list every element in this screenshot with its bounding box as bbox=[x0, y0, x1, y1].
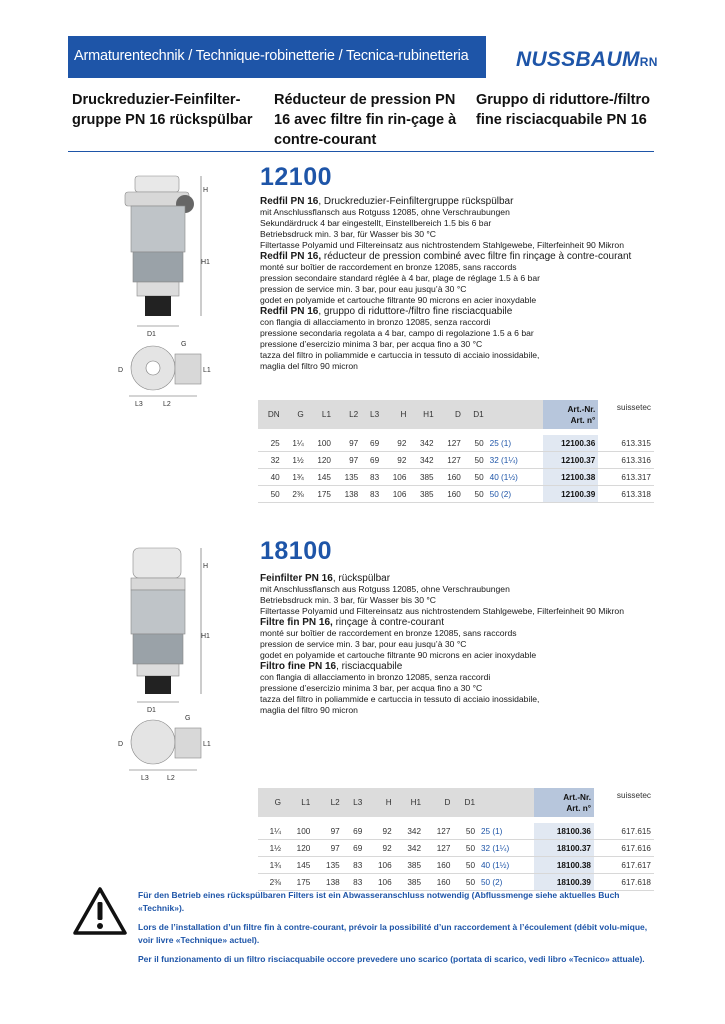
dim-label-l1: L1 bbox=[203, 741, 211, 748]
desc-line: monté sur boîtier de raccordement en bronze 12085, sans raccords bbox=[260, 628, 517, 638]
table-cell: 92 bbox=[382, 435, 409, 452]
table-cell: 50 bbox=[464, 486, 487, 503]
table-cell: 106 bbox=[382, 469, 409, 486]
col-header bbox=[478, 788, 534, 817]
block-name: Redfil PN 16, bbox=[260, 251, 322, 262]
col-header-art: Art.-Nr. Art. n° bbox=[534, 788, 594, 817]
brand-logo bbox=[516, 48, 658, 72]
block-name: Feinfilter PN 16 bbox=[260, 573, 333, 584]
table-cell: 120 bbox=[307, 452, 334, 469]
table-cell: 160 bbox=[437, 469, 464, 486]
table-cell: 613.318 bbox=[598, 486, 654, 503]
product-image-12100 bbox=[115, 168, 215, 413]
dim-label-h1: H1 bbox=[201, 633, 210, 640]
product-description-18100 bbox=[260, 573, 660, 716]
col-header: H1 bbox=[395, 788, 424, 817]
table-cell: 12100.39 bbox=[543, 486, 599, 503]
table-cell: 617.618 bbox=[594, 874, 654, 891]
table-cell: 40 bbox=[258, 469, 283, 486]
notice-line-fr: Lors de l’installation d’un filtre fin à contre-courant, prévoir la possibilité d’un raccordement à l’écoulement (débit volu-mique, voir livre «Technique» actuel). bbox=[138, 922, 648, 945]
table-cell: 1¼ bbox=[258, 823, 284, 840]
notice-line-it: Per il funzionamento di un filtro risciacquabile occore prevedere uno scarico (portata di scarico, vedi libro «Tecnico» attuale). bbox=[138, 954, 645, 964]
product-number: 12100 bbox=[260, 163, 333, 191]
desc-line: maglia del filtro 90 micron bbox=[260, 361, 358, 371]
table-cell: 50 bbox=[258, 486, 283, 503]
table-cell: 342 bbox=[409, 452, 436, 469]
table-cell: 127 bbox=[424, 840, 453, 857]
table-cell: 175 bbox=[307, 486, 334, 503]
title-it: Gruppo di riduttore-/filtro fine risciacquabile PN 16 bbox=[476, 92, 650, 128]
col-header: D1 bbox=[464, 400, 487, 429]
table-cell: 175 bbox=[284, 874, 313, 891]
dim-label-d: D bbox=[118, 741, 124, 748]
table-cell: 92 bbox=[365, 840, 394, 857]
dim-label-l2: L2 bbox=[163, 401, 171, 408]
notice-line-de: Für den Betrieb eines rückspülbaren Filters ist ein Abwasseranschluss notwendig (Abflussmenge siehe aktuelles Buch «Technik»). bbox=[138, 890, 620, 913]
table-cell: 69 bbox=[343, 823, 366, 840]
dim-label-l2: L2 bbox=[167, 775, 175, 782]
col-header: L2 bbox=[334, 400, 361, 429]
title-de: Druckreduzier-Feinfilter-gruppe PN 16 rückspülbar bbox=[72, 92, 253, 128]
block-name: Filtro fine PN 16 bbox=[260, 661, 337, 672]
dim-label-l1: L1 bbox=[203, 367, 211, 374]
product-number: 18100 bbox=[260, 537, 333, 565]
col-header: D1 bbox=[453, 788, 478, 817]
table-cell: 145 bbox=[284, 857, 313, 874]
table-cell: 1¾ bbox=[283, 469, 307, 486]
table-cell: 145 bbox=[307, 469, 334, 486]
col-header: D bbox=[424, 788, 453, 817]
col-header: H1 bbox=[409, 400, 436, 429]
block-name: Redfil PN 16 bbox=[260, 306, 319, 317]
table-cell: 617.617 bbox=[594, 857, 654, 874]
dim-label-d1: D1 bbox=[147, 331, 156, 338]
block-suffix: , gruppo di riduttore-/filtro fine risciacquabile bbox=[318, 306, 513, 317]
table-cell: 613.316 bbox=[598, 452, 654, 469]
table-cell: 342 bbox=[395, 823, 424, 840]
table-cell: 135 bbox=[313, 857, 342, 874]
dim-label-h: H bbox=[203, 187, 209, 194]
table-cell: 2⅜ bbox=[258, 874, 284, 891]
spec-table-12100 bbox=[258, 400, 654, 503]
desc-line: monté sur boîtier de raccordement en bronze 12085, sans raccords bbox=[260, 262, 517, 272]
table-cell: 69 bbox=[343, 840, 366, 857]
table-cell: 385 bbox=[409, 486, 436, 503]
table-cell: 160 bbox=[424, 874, 453, 891]
table-cell: 92 bbox=[382, 452, 409, 469]
table-cell: 18100.37 bbox=[534, 840, 594, 857]
block-suffix: , Druckreduzier-Feinfiltergruppe rückspülbar bbox=[318, 196, 514, 207]
desc-line: pressione secondaria regolata a 4 bar, campo di regolazione 1.5 a 6 bar bbox=[260, 328, 534, 338]
table-cell: 120 bbox=[284, 840, 313, 857]
col-header: L1 bbox=[307, 400, 334, 429]
table-cell: 1¼ bbox=[283, 435, 307, 452]
table-cell: 50 bbox=[453, 823, 478, 840]
desc-line: mit Anschlussflansch aus Rotguss 12085, ohne Verschraubungen bbox=[260, 207, 510, 217]
dim-label-d: D bbox=[118, 367, 124, 374]
logo-suffix: RN bbox=[639, 55, 658, 69]
table-cell: 69 bbox=[361, 435, 382, 452]
table-cell: 1½ bbox=[258, 840, 284, 857]
header-bar bbox=[68, 36, 486, 78]
table-cell: 83 bbox=[361, 469, 382, 486]
table-row bbox=[258, 469, 654, 486]
table-cell: 40 (1½) bbox=[487, 469, 543, 486]
table-cell: 25 bbox=[258, 435, 283, 452]
table-cell: 385 bbox=[395, 874, 424, 891]
table-cell: 106 bbox=[382, 486, 409, 503]
spec-table-18100 bbox=[258, 788, 654, 891]
table-row bbox=[258, 486, 654, 503]
table-cell: 1½ bbox=[283, 452, 307, 469]
desc-line: Sekundärdruck 4 bar eingestellt, Einstellbereich 1.5 bis 6 bar bbox=[260, 218, 492, 228]
table-cell: 83 bbox=[361, 486, 382, 503]
desc-line: con flangia di allacciamento in bronzo 12085, senza raccordi bbox=[260, 672, 491, 682]
table-cell: 12100.36 bbox=[543, 435, 599, 452]
table-cell: 25 (1) bbox=[487, 435, 543, 452]
dim-label-g: G bbox=[181, 341, 187, 348]
desc-line: pression de service min. 3 bar, pour eau jusqu’à 30 °C bbox=[260, 639, 467, 649]
table-row bbox=[258, 857, 654, 874]
header-bar-text: Armaturentechnik / Technique-robinetterie / Tecnica-rubinetteria bbox=[74, 48, 469, 64]
table-cell: 342 bbox=[409, 435, 436, 452]
product-description-12100 bbox=[260, 196, 660, 372]
dim-label-h: H bbox=[203, 563, 209, 570]
dim-label-l3: L3 bbox=[135, 401, 143, 408]
table-cell: 160 bbox=[437, 486, 464, 503]
col-header-suissetec: suissetec bbox=[594, 788, 654, 817]
table-cell: 617.615 bbox=[594, 823, 654, 840]
desc-line: pression de service min. 3 bar, pour eau jusqu’à 30 °C bbox=[260, 284, 467, 294]
table-cell: 100 bbox=[284, 823, 313, 840]
desc-line: pressione d’esercizio minima 3 bar, per acqua fino a 30 °C bbox=[260, 339, 483, 349]
col-header-art: Art.-Nr. Art. n° bbox=[543, 400, 599, 429]
table-cell: 50 bbox=[453, 874, 478, 891]
table-cell: 18100.36 bbox=[534, 823, 594, 840]
table-cell: 160 bbox=[424, 857, 453, 874]
desc-line: mit Anschlussflansch aus Rotguss 12085, ohne Verschraubungen bbox=[260, 584, 510, 594]
table-cell: 32 bbox=[258, 452, 283, 469]
table-cell: 1¾ bbox=[258, 857, 284, 874]
desc-line: godet en polyamide et cartouche filtrante 90 microns en acier inoxydable bbox=[260, 295, 537, 305]
desc-line: tazza del filtro in poliammide e cartuccia in tessuto di acciaio inossidabile, bbox=[260, 350, 540, 360]
table-row bbox=[258, 823, 654, 840]
table-cell: 12100.37 bbox=[543, 452, 599, 469]
desc-line: con flangia di allacciamento in bronzo 12085, senza raccordi bbox=[260, 317, 491, 327]
table-cell: 69 bbox=[361, 452, 382, 469]
notice-text bbox=[138, 889, 658, 972]
table-cell: 50 (2) bbox=[478, 874, 534, 891]
dim-label-h1: H1 bbox=[201, 259, 210, 266]
table-cell: 613.317 bbox=[598, 469, 654, 486]
table-cell: 12100.38 bbox=[543, 469, 599, 486]
block-suffix: , risciacquabile bbox=[336, 661, 403, 672]
table-cell: 50 bbox=[464, 435, 487, 452]
table-cell: 83 bbox=[343, 857, 366, 874]
desc-line: Filtertasse Polyamid und Filtereinsatz aus nichtrostendem Stahlgewebe, Filterfeinheit 90 Mikron bbox=[260, 240, 624, 250]
table-cell: 613.315 bbox=[598, 435, 654, 452]
table-cell: 385 bbox=[395, 857, 424, 874]
desc-line: maglia del filtro 90 micron bbox=[260, 705, 358, 715]
col-header: DN bbox=[258, 400, 283, 429]
col-header: G bbox=[258, 788, 284, 817]
table-cell: 50 bbox=[453, 840, 478, 857]
warning-triangle-icon bbox=[72, 886, 128, 941]
table-cell: 617.616 bbox=[594, 840, 654, 857]
desc-line: godet en polyamide et cartouche filtrante 90 microns en acier inoxydable bbox=[260, 650, 537, 660]
table-cell: 97 bbox=[334, 452, 361, 469]
logo-text: NUSSBAUM bbox=[516, 48, 640, 71]
table-cell: 127 bbox=[424, 823, 453, 840]
desc-line: pressione d’esercizio minima 3 bar, per acqua fino a 30 °C bbox=[260, 683, 483, 693]
col-header: L3 bbox=[343, 788, 366, 817]
col-header: D bbox=[437, 400, 464, 429]
col-header: H bbox=[382, 400, 409, 429]
table-cell: 127 bbox=[437, 435, 464, 452]
table-cell: 32 (1¼) bbox=[478, 840, 534, 857]
desc-line: Betriebsdruck min. 3 bar, für Wasser bis 30 °C bbox=[260, 595, 437, 605]
title-fr: Réducteur de pression PN 16 avec filtre fin rin-çage à contre-courant bbox=[274, 92, 457, 148]
block-suffix: réducteur de pression combiné avec filtre fin rinçage à contre-courant bbox=[321, 251, 632, 262]
table-cell: 92 bbox=[365, 823, 394, 840]
dim-label-g: G bbox=[185, 715, 191, 722]
title-divider bbox=[68, 151, 654, 152]
table-cell: 97 bbox=[313, 840, 342, 857]
col-header: H bbox=[365, 788, 394, 817]
block-name: Filtre fin PN 16, bbox=[260, 617, 333, 628]
col-header: L1 bbox=[284, 788, 313, 817]
table-cell: 83 bbox=[343, 874, 366, 891]
table-cell: 25 (1) bbox=[478, 823, 534, 840]
col-header-suissetec: suissetec bbox=[598, 400, 654, 429]
table-cell: 32 (1¼) bbox=[487, 452, 543, 469]
product-image-18100 bbox=[115, 542, 215, 787]
table-cell: 138 bbox=[313, 874, 342, 891]
table-cell: 40 (1½) bbox=[478, 857, 534, 874]
block-name: Redfil PN 16 bbox=[260, 196, 319, 207]
dim-label-l3: L3 bbox=[141, 775, 149, 782]
col-header bbox=[487, 400, 543, 429]
table-cell: 135 bbox=[334, 469, 361, 486]
table-cell: 106 bbox=[365, 857, 394, 874]
table-cell: 97 bbox=[313, 823, 342, 840]
table-cell: 127 bbox=[437, 452, 464, 469]
col-header: L3 bbox=[361, 400, 382, 429]
table-cell: 106 bbox=[365, 874, 394, 891]
table-cell: 342 bbox=[395, 840, 424, 857]
table-row bbox=[258, 452, 654, 469]
table-cell: 2⅜ bbox=[283, 486, 307, 503]
table-cell: 385 bbox=[409, 469, 436, 486]
table-row bbox=[258, 874, 654, 891]
table-cell: 50 bbox=[464, 469, 487, 486]
dim-label-d1: D1 bbox=[147, 707, 156, 714]
desc-line: Betriebsdruck min. 3 bar, für Wasser bis 30 °C bbox=[260, 229, 437, 239]
table-cell: 138 bbox=[334, 486, 361, 503]
table-row bbox=[258, 840, 654, 857]
desc-line: pression secondaire standard réglée à 4 bar, plage de réglage 1.5 à 6 bar bbox=[260, 273, 540, 283]
table-cell: 18100.38 bbox=[534, 857, 594, 874]
desc-line: tazza del filtro in poliammide e cartuccia in tessuto di acciaio inossidabile, bbox=[260, 694, 540, 704]
table-cell: 50 bbox=[453, 857, 478, 874]
block-suffix: rinçage à contre-courant bbox=[332, 617, 444, 628]
col-header: L2 bbox=[313, 788, 342, 817]
table-cell: 18100.39 bbox=[534, 874, 594, 891]
table-cell: 97 bbox=[334, 435, 361, 452]
block-suffix: , rückspülbar bbox=[332, 573, 391, 584]
table-cell: 100 bbox=[307, 435, 334, 452]
table-cell: 50 (2) bbox=[487, 486, 543, 503]
table-cell: 50 bbox=[464, 452, 487, 469]
desc-line: Filtertasse Polyamid und Filtereinsatz aus nichtrostendem Stahlgewebe, Filterfeinheit 90 Mikron bbox=[260, 606, 624, 616]
table-row bbox=[258, 435, 654, 452]
col-header: G bbox=[283, 400, 307, 429]
